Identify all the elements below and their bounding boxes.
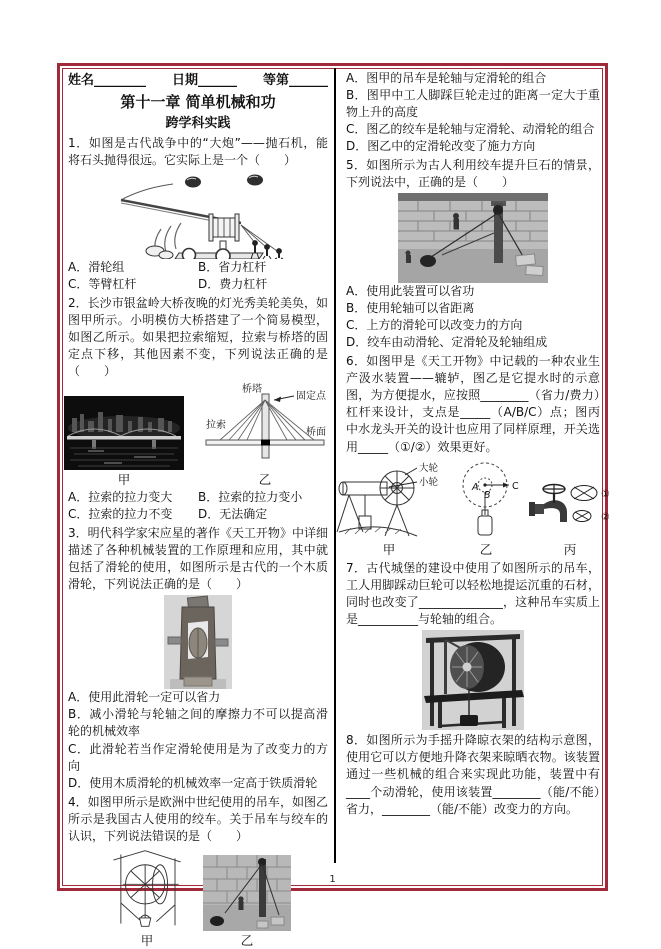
figure-medieval-crane-drawing xyxy=(105,847,189,931)
question-4-figures xyxy=(68,847,328,949)
figure-chinese-windlass-photo xyxy=(203,855,291,931)
q5-option-b: B．使用轮轴可以省距离 xyxy=(346,301,475,316)
figure-faucet xyxy=(527,478,613,540)
question-3 xyxy=(68,525,328,791)
question-2-options xyxy=(68,489,328,523)
page-border xyxy=(57,63,610,948)
q5-option-a: A．使用此装置可以省功 xyxy=(346,284,475,299)
question-7-stem: 7．古代城堡的建设中使用了如图所示的吊车，工人用脚踩动巨轮可以轻松地提运沉重的石材，同时也改变了______________，这种吊车实质上是__________与轮轴的组合。 xyxy=(346,561,600,627)
q4-option-b: B．图甲中工人脚踩巨轮走过的距离一定大于重物上升的高度 xyxy=(346,88,600,120)
question-5 xyxy=(346,157,600,351)
q4-option-d: D．图乙中的定滑轮改变了施力方向 xyxy=(346,139,536,154)
page-subtitle: 跨学科实践 xyxy=(165,115,231,131)
grade-field: 等第______ xyxy=(262,73,328,88)
q1-option-d: D．费力杠杆 xyxy=(198,277,268,292)
page-number: 1 xyxy=(329,874,336,885)
figure-well-windlass-drawing xyxy=(333,458,445,540)
winch-scene-photo xyxy=(398,193,548,283)
q2-option-d: D．无法确定 xyxy=(198,507,268,522)
deck-label: 桥面 xyxy=(306,427,326,439)
question-6-stem: 6．如图甲是《天工开物》中记载的一种农业生产汲水装置——辘轳，图乙是它提水时的示意图，为方便提水，应按照________（省力/费力）杠杆来设计，支点是_____（A/B/C）点；图丙中水龙头开关的设计也应用了同样原理，开关选用_____（①/②）效果更好。 xyxy=(346,354,600,454)
handle-option-1-label: ① xyxy=(601,488,610,500)
q6-figure-label-jia: 甲 xyxy=(382,541,396,557)
fixed-point-label: 固定点 xyxy=(296,391,326,403)
question-5-options xyxy=(346,283,600,351)
q2-figure-label-jia: 甲 xyxy=(117,472,131,488)
question-7 xyxy=(346,560,600,730)
q4-option-a: A．图甲的吊车是轮轴与定滑轮的组合 xyxy=(346,71,547,85)
question-1-options xyxy=(68,259,328,293)
figure-treadwheel-crane xyxy=(346,630,600,730)
question-1-stem: 1．如图是古代战争中的“大炮”——抛石机，能将石头抛得很远。它实际上是一个（ ） xyxy=(68,136,328,168)
q4-figure-label-yi: 乙 xyxy=(240,932,254,948)
name-field: 姓名________ xyxy=(68,73,147,88)
figure-lever-schematic xyxy=(453,458,519,540)
question-1 xyxy=(68,135,328,293)
big-wheel-label: 大轮 xyxy=(419,462,439,474)
header-fields xyxy=(68,72,328,90)
handle-option-2-label: ② xyxy=(601,511,610,523)
q1-option-a: A．滑轮组 xyxy=(68,260,125,275)
q4-option-c: C．图乙的绞车是轮轴与定滑轮、动滑轮的组合 xyxy=(346,122,595,137)
wooden-pulley-photo xyxy=(164,595,232,689)
point-b-label: B xyxy=(484,489,491,501)
q2-option-a: A．拉索的拉力变大 xyxy=(68,490,173,505)
question-2 xyxy=(68,295,328,523)
question-4-options xyxy=(346,70,600,155)
q1-option-c: C．等臂杠杆 xyxy=(68,277,137,292)
page-title: 第十一章 简单机械和功 xyxy=(120,93,276,112)
point-a-label: A xyxy=(472,481,479,493)
q2-figure-label-yi: 乙 xyxy=(258,472,272,488)
question-2-stem: 2．长沙市银盆岭大桥夜晚的灯光秀美轮美奂，如图甲所示。小明模仿大桥搭建了一个简易模型，如图乙所示。如果把拉索缩短，拉索与桥塔的固定点下移，其他因素不变，下列说法正确的是（ ） xyxy=(68,296,328,379)
treadwheel-crane-photo xyxy=(422,630,524,730)
figure-trebuchet xyxy=(68,171,328,259)
small-wheel-label: 小轮 xyxy=(419,476,439,488)
point-c-label: C xyxy=(512,480,519,492)
figure-wooden-pulley xyxy=(68,595,328,689)
question-4-stem: 4．如图甲所示是欧洲中世纪使用的吊车，如图乙所示是我国古人使用的绞车。关于吊车与绞车的认识，下列说法错误的是（ ） xyxy=(68,794,328,843)
date-field: 日期______ xyxy=(171,73,237,88)
bridge-tower-label: 桥塔 xyxy=(242,384,262,396)
figure-bridge-model-diagram xyxy=(198,382,332,470)
q1-option-b: B．省力杠杆 xyxy=(198,260,267,275)
question-8-stem: 8．如图所示为手摇升降晾衣架的结构示意图，使用它可以方便地升降衣架来晾晒衣物。该装置通过一些机械的组合来实现此功能，装置中有____个动滑轮，使用该装置________（能/不能）省力，________（能/不能）改变力的方向。 xyxy=(346,733,600,816)
q6-figure-label-bing: 丙 xyxy=(563,541,577,557)
q4-figure-label-jia: 甲 xyxy=(140,932,154,948)
right-column xyxy=(346,70,610,818)
question-8 xyxy=(346,732,600,817)
question-3-options xyxy=(68,689,328,791)
q5-option-d: D．绞车由动滑轮、定滑轮及轮轴组成 xyxy=(346,335,548,350)
question-4 xyxy=(68,794,328,949)
left-column xyxy=(68,70,328,949)
q3-option-b: B．减小滑轮与轮轴之间的摩擦力不可以提高滑轮的机械效率 xyxy=(68,707,328,739)
question-6 xyxy=(346,353,610,558)
q3-option-c: C．此滑轮若当作定滑轮使用是为了改变力的方向 xyxy=(68,741,328,773)
q2-option-c: C．拉索的拉力不变 xyxy=(68,507,173,522)
q3-option-d: D．使用木质滑轮的机械效率一定高于铁质滑轮 xyxy=(68,775,318,790)
q5-option-c: C．上方的滑轮可以改变力的方向 xyxy=(346,318,523,333)
figure-bridge-night-photo xyxy=(64,396,184,470)
question-5-stem: 5．如图所示为古人利用绞车提升巨石的情景，下列说法中，正确的是（ ） xyxy=(346,158,600,190)
question-3-stem: 3．明代科学家宋应星的著作《天工开物》中详细描述了各种机械装置的工作原理和应用，其中就包括了滑轮的使用，如图所示是古代的一个木质滑轮，下列说法正确的是（ ） xyxy=(68,526,328,592)
trebuchet-drawing xyxy=(103,171,293,259)
question-6-figures xyxy=(346,458,610,559)
cable-label: 拉索 xyxy=(206,420,226,432)
q3-option-a: A．使用此滑轮一定可以省力 xyxy=(68,690,221,705)
question-2-figures xyxy=(68,382,328,489)
figure-winch-scene xyxy=(346,193,600,283)
q2-option-b: B．拉索的拉力变小 xyxy=(198,490,303,505)
q6-figure-label-yi: 乙 xyxy=(479,541,493,557)
